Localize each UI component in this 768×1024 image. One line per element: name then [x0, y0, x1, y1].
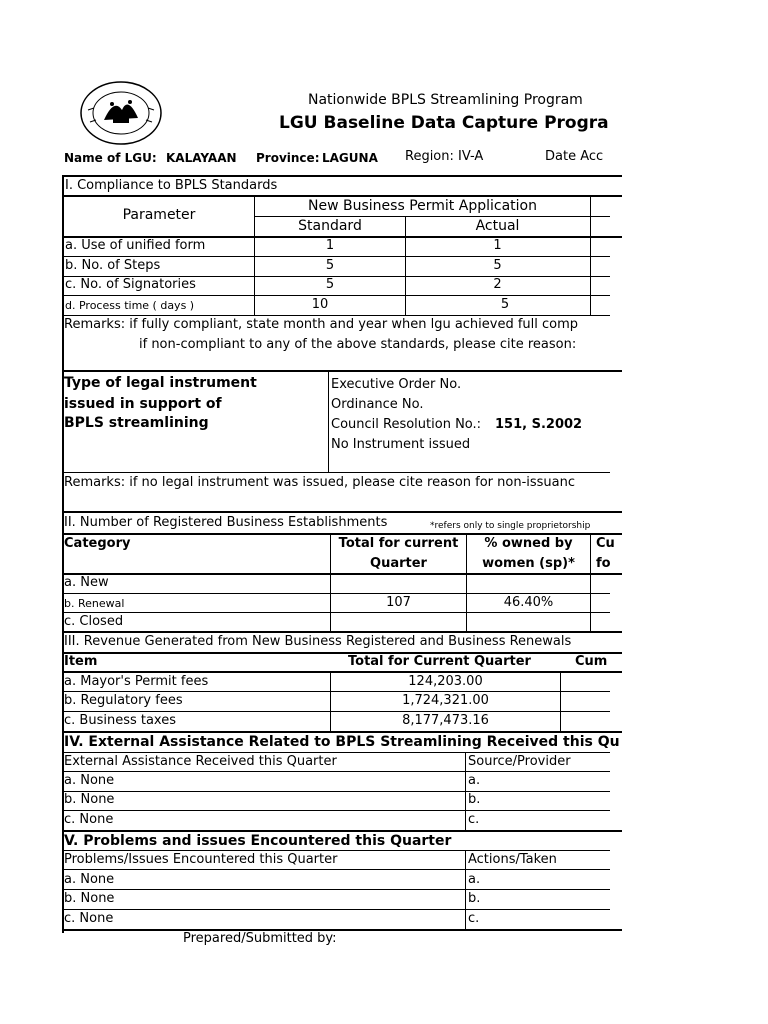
external-assistance-header: External Assistance Received this Quarter — [64, 754, 337, 769]
section-3-title: III. Revenue Generated from New Business Registered and Business Renewals — [64, 634, 572, 649]
legal-instrument-label: Type of legal instrument — [64, 375, 257, 391]
legal-instrument-label: BPLS streamlining — [64, 415, 209, 431]
s5-row-label: c. None — [64, 911, 114, 926]
date-accomplished-label: Date Acc — [545, 149, 604, 164]
legal-instrument-label: issued in support of — [64, 396, 222, 412]
s3-row-value: 124,203.00 — [408, 674, 483, 689]
s3-row-value: 8,177,473.16 — [402, 713, 489, 728]
total-quarter-header: Total for Current Quarter — [348, 654, 531, 669]
s5-row-action: c. — [468, 911, 480, 926]
s4-row-label: b. None — [64, 792, 115, 807]
s5-row-action: b. — [468, 891, 481, 906]
s1-row-label: d. Process time ( days ) — [65, 299, 195, 312]
s4-row-label: c. None — [64, 812, 114, 827]
source-provider-header: Source/Provider — [468, 754, 571, 769]
council-resolution-value: 151, S.2002 — [495, 417, 583, 432]
item-header: Item — [64, 654, 98, 669]
women-owned-header: women (sp)* — [482, 556, 575, 571]
cumulative-header: Cu — [596, 536, 615, 551]
actions-taken-header: Actions/Taken — [468, 852, 557, 867]
province-value: LAGUNA — [322, 151, 378, 165]
s2-row-total: 107 — [386, 595, 411, 610]
program-name: Nationwide BPLS Streamlining Program — [308, 92, 583, 108]
s1-row-actual: 5 — [500, 297, 510, 312]
s4-row-source: a. — [468, 773, 481, 788]
s5-row-label: b. None — [64, 891, 115, 906]
s4-row-source: c. — [468, 812, 480, 827]
prepared-by-label: Prepared/Submitted by: — [183, 931, 337, 946]
s1-row-label: a. Use of unified form — [65, 238, 206, 253]
s1-row-label: c. No. of Signatories — [65, 277, 196, 292]
remarks-compliance: Remarks: if fully compliant, state month and year when lgu achieved full comp — [64, 317, 579, 332]
problems-header: Problems/Issues Encountered this Quarter — [64, 852, 338, 867]
s4-row-label: a. None — [64, 773, 115, 788]
s3-row-label: a. Mayor's Permit fees — [64, 674, 209, 689]
s1-row-standard: 5 — [325, 258, 335, 273]
standard-header: Standard — [298, 218, 362, 234]
remarks-legal: Remarks: if no legal instrument was issued, please cite reason for non-issuanc — [64, 475, 576, 490]
section-4-title: IV. External Assistance Related to BPLS Streamlining Received this Qu — [64, 734, 620, 750]
actual-header: Actual — [475, 218, 520, 234]
new-permit-header: New Business Permit Application — [308, 198, 537, 214]
parameter-header: Parameter — [122, 207, 196, 223]
women-owned-header: % owned by — [484, 536, 573, 551]
s2-row-women: 46.40% — [503, 595, 554, 610]
s3-row-label: c. Business taxes — [64, 713, 176, 728]
region-value: Region: IV-A — [405, 149, 484, 164]
lgu-label: Name of LGU: — [64, 151, 157, 165]
s1-row-actual: 1 — [493, 238, 502, 253]
municipal-seal-icon — [78, 80, 164, 146]
cumulative-header: fo — [596, 556, 611, 571]
s3-row-value: 1,724,321.00 — [402, 693, 489, 708]
s1-row-actual: 5 — [493, 258, 502, 273]
s5-row-label: a. None — [64, 872, 115, 887]
s4-row-source: b. — [468, 792, 481, 807]
s1-row-actual: 2 — [493, 277, 502, 292]
s1-row-standard: 10 — [311, 297, 329, 312]
s5-row-action: a. — [468, 872, 481, 887]
section-2-title: II. Number of Registered Business Establishments — [64, 515, 388, 530]
lgu-value: KALAYAAN — [166, 151, 237, 165]
section-5-title: V. Problems and issues Encountered this Quarter — [64, 833, 452, 849]
s3-row-label: b. Regulatory fees — [64, 693, 183, 708]
council-resolution-option: Council Resolution No.: — [331, 417, 482, 432]
province-label: Province: — [256, 151, 320, 165]
s2-row-label: c. Closed — [64, 614, 124, 629]
section-1-title: I. Compliance to BPLS Standards — [65, 178, 278, 193]
s2-row-label: a. New — [64, 575, 109, 590]
total-current-header: Quarter — [370, 556, 427, 571]
page-title: LGU Baseline Data Capture Progra — [279, 113, 609, 133]
sole-proprietor-note: *refers only to single proprietorship — [430, 521, 591, 531]
s1-row-standard: 5 — [325, 277, 335, 292]
s2-row-label: b. Renewal — [64, 597, 125, 610]
category-header: Category — [64, 536, 131, 551]
no-instrument-option: No Instrument issued — [331, 437, 471, 452]
ordinance-option: Ordinance No. — [331, 397, 424, 412]
executive-order-option: Executive Order No. — [331, 377, 462, 392]
total-current-header: Total for current — [338, 536, 459, 551]
cumulative-header: Cum — [575, 654, 608, 669]
s1-row-standard: 1 — [325, 238, 335, 253]
remarks-noncompliance: if non-compliant to any of the above standards, please cite reason: — [139, 337, 577, 352]
s1-row-label: b. No. of Steps — [65, 258, 161, 273]
